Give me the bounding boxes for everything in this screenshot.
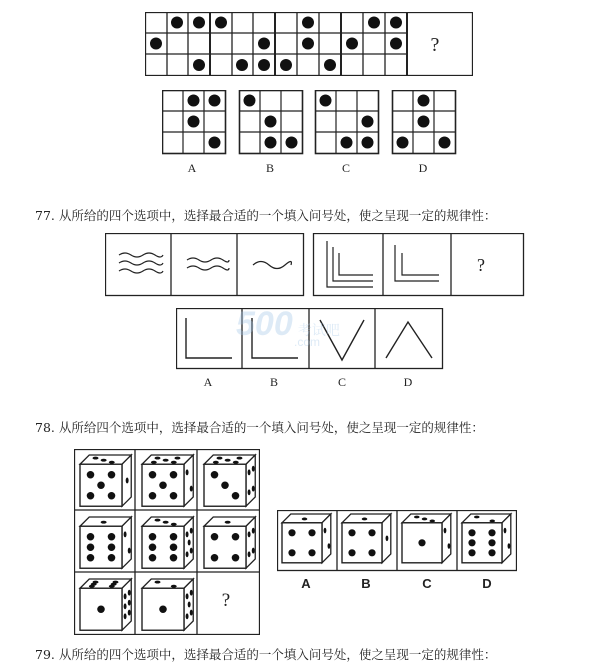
q78-option-die-4 <box>462 514 511 563</box>
q76-options[interactable] <box>162 90 462 156</box>
q78-question-text: 78. 从所给四个选项中，选择最合适的一个填入问号处，使之呈现一定的规律性： <box>35 420 484 435</box>
q78-die-4 <box>80 517 131 568</box>
q78-option-die-2 <box>342 514 391 563</box>
q78-option-die-1 <box>282 514 331 563</box>
q78-die-8 <box>142 579 193 630</box>
q78-option-d-label[interactable]: D <box>482 576 492 591</box>
watermark-logo: 500 考试吧 .com <box>236 305 340 349</box>
q76-question-mark: ? <box>430 34 440 56</box>
q78-die-7 <box>80 579 131 630</box>
q78-die-6 <box>204 517 255 568</box>
q77-option-b-label[interactable]: B <box>269 375 278 389</box>
q78-option-c-label[interactable]: C <box>422 576 432 591</box>
q77-question-mark: ? <box>477 255 485 275</box>
q78-question-mark: ? <box>221 590 231 611</box>
q78-option-die-3 <box>402 514 451 563</box>
q77-option-c-label[interactable]: C <box>337 375 346 389</box>
q77-option-a-label[interactable]: A <box>203 375 213 389</box>
q77-option-d-label[interactable]: D <box>403 375 413 389</box>
q76-option-a-label[interactable]: A <box>187 161 197 175</box>
q78-options[interactable] <box>277 510 517 572</box>
q77-question-text: 77. 从所给的四个选项中，选择最合适的一个填入问号处，使之呈现一定的规律性： <box>35 208 497 223</box>
q78-die-1 <box>80 455 131 506</box>
q78-option-a-label[interactable]: A <box>301 576 311 591</box>
q76-option-d-label[interactable]: D <box>418 161 428 175</box>
q78-die-3 <box>204 455 255 506</box>
q77-sequence <box>105 233 525 297</box>
q76-option-c-label[interactable]: C <box>341 161 350 175</box>
q78-option-b-label[interactable]: B <box>361 576 371 591</box>
q79-question-text: 79. 从所给的四个选项中，选择最合适的一个填入问号处，使之呈现一定的规律性： <box>35 647 497 662</box>
q76-option-b-label[interactable]: B <box>265 161 274 175</box>
q78-die-2 <box>142 455 193 506</box>
q78-die-5 <box>142 517 193 568</box>
